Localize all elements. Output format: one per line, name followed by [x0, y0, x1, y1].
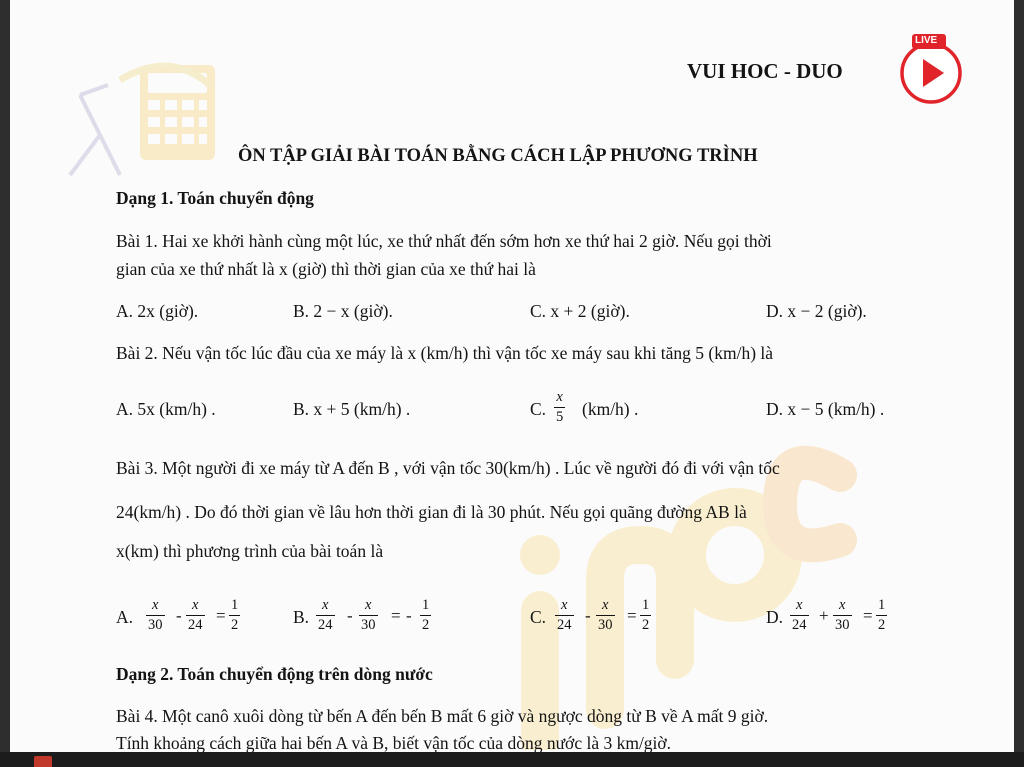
- calculator-watermark-icon: [60, 55, 230, 185]
- fraction-numerator: x: [152, 597, 159, 613]
- question-2-option-b: B. x + 5 (km/h) .: [293, 399, 411, 419]
- operator: -: [585, 606, 591, 625]
- fraction-denominator: 24: [188, 616, 203, 633]
- fraction: [359, 598, 378, 632]
- fraction: [555, 598, 574, 632]
- fraction-numerator: x: [561, 597, 568, 613]
- fraction-numerator: x: [602, 597, 609, 613]
- fraction-numerator: x: [322, 597, 329, 613]
- fraction: [833, 598, 852, 632]
- fraction-denominator: 24: [792, 616, 807, 633]
- section-heading: Dạng 1. Toán chuyển động: [116, 188, 314, 208]
- live-badge: LIVE: [915, 35, 938, 46]
- operator: -: [176, 606, 182, 625]
- option-label: C.: [530, 607, 547, 627]
- equals-sign: =: [627, 606, 637, 625]
- fraction: [876, 598, 887, 632]
- equals-sign: =: [216, 606, 226, 625]
- fraction-denominator: 30: [598, 616, 613, 633]
- question-3-line-1: Bài 3. Một người đi xe máy từ A đến B , với vận tốc 30(km/h) . Lúc về người đó đi với vận tốc: [116, 458, 780, 478]
- fraction: [186, 598, 205, 632]
- question-1-option-d: D. x − 2 (giờ).: [766, 301, 867, 321]
- document-title: ÔN TẬP GIẢI BÀI TOÁN BẰNG CÁCH LẬP PHƯƠNG TRÌNH: [238, 146, 758, 166]
- option-label: B.: [293, 607, 310, 627]
- question-4-line-1: Bài 4. Một canô xuôi dòng từ bến A đến bến B mất 6 giờ và ngược dòng từ B về A mất 9 giờ.: [116, 706, 769, 726]
- fraction-numerator: 1: [642, 597, 650, 613]
- equals-sign: =: [863, 606, 873, 625]
- fraction-numerator: 1: [422, 597, 430, 613]
- document-page: [10, 0, 1014, 752]
- fraction-denominator: 2: [878, 616, 886, 633]
- question-2-option-c-label: C.: [530, 399, 547, 419]
- fraction-numerator: 1: [231, 597, 239, 613]
- option-label: A.: [116, 607, 134, 627]
- question-2-option-c-fraction: [554, 390, 565, 424]
- fraction-numerator: 1: [878, 597, 886, 613]
- fraction-numerator: x: [556, 389, 563, 405]
- section-heading: Dạng 2. Toán chuyển động trên dòng nước: [116, 664, 433, 684]
- operator: -: [347, 606, 353, 625]
- fraction-denominator: 2: [231, 616, 239, 633]
- question-2-line-1: Bài 2. Nếu vận tốc lúc đầu của xe máy là x (km/h) thì vận tốc xe máy sau khi tăng 5 (km/h) là: [116, 343, 774, 363]
- question-2-option-d: D. x − 5 (km/h) .: [766, 399, 885, 419]
- question-3-line-3: x(km) thì phương trình của bài toán là: [116, 541, 384, 561]
- fraction: [596, 598, 615, 632]
- question-1-option-b: B. 2 − x (giờ).: [293, 301, 393, 321]
- question-4-line-2: Tính khoảng cách giữa hai bến A và B, biết vận tốc của dòng nước là 3 km/giờ.: [116, 733, 672, 752]
- fraction-denominator: 2: [422, 616, 430, 633]
- question-2-option-c-unit: (km/h) .: [582, 399, 639, 419]
- fraction: [790, 598, 809, 632]
- equals-sign: =: [391, 606, 401, 625]
- fraction: [420, 598, 431, 632]
- fraction-denominator: 24: [557, 616, 572, 633]
- question-3-line-2: 24(km/h) . Do đó thời gian về lâu hơn thời gian đi là 30 phút. Nếu gọi quãng đường AB là: [116, 502, 747, 522]
- option-label: D.: [766, 607, 784, 627]
- fraction-denominator: 2: [642, 616, 650, 633]
- brand-name: VUI HOC - DUO: [687, 59, 843, 83]
- fraction: [229, 598, 240, 632]
- question-2-option-a: A. 5x (km/h) .: [116, 399, 216, 419]
- question-1-line-1: Bài 1. Hai xe khởi hành cùng một lúc, xe thứ nhất đến sớm hơn xe thứ hai 2 giờ. Nếu gọi thời: [116, 231, 772, 251]
- fraction-denominator: 30: [361, 616, 376, 633]
- question-1-line-2: gian của xe thứ nhất là x (giờ) thì thời gian của xe thứ hai là: [116, 259, 536, 279]
- fraction-denominator: 30: [835, 616, 850, 633]
- question-1-option-a: A. 2x (giờ).: [116, 301, 199, 321]
- viewer-bottom-bar: [0, 752, 1024, 767]
- fraction: [146, 598, 165, 632]
- operator: +: [819, 606, 829, 625]
- fraction-numerator: x: [192, 597, 199, 613]
- vuihoc-watermark-icon: [480, 380, 900, 750]
- fraction-denominator: 24: [318, 616, 333, 633]
- fraction-numerator: x: [796, 597, 803, 613]
- fraction: [640, 598, 651, 632]
- question-1-option-c: C. x + 2 (giờ).: [530, 301, 630, 321]
- fraction-denominator: 30: [148, 616, 163, 633]
- fraction: [316, 598, 335, 632]
- fraction-numerator: x: [365, 597, 372, 613]
- fraction-numerator: x: [839, 597, 846, 613]
- page-tab[interactable]: [34, 756, 52, 767]
- negative-sign: -: [406, 606, 412, 625]
- fraction-denominator: 5: [556, 408, 564, 425]
